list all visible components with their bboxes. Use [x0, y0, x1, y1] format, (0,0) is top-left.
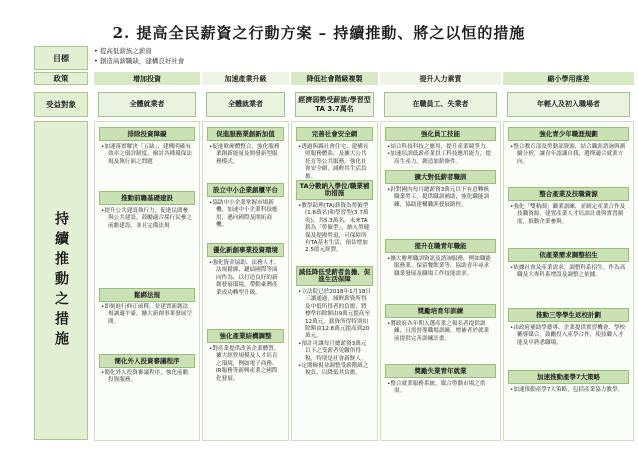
measure-title: 強化員工技能	[385, 127, 496, 141]
measure-item: • 促進軟硬體整合，強化服務業創新能量及開發新型服務模式。	[209, 144, 282, 166]
measure-text	[510, 144, 627, 166]
page-title: 2. 提高全民薪資之行動方案 – 持續推動、將之以恒的措施	[112, 24, 526, 42]
measure-item: • 加速落實解決「五缺」，建構明確有效率之環評制度，檢討各種環保法規及執行面之問題	[101, 144, 193, 166]
goal-list	[94, 46, 184, 66]
measure-title: 擴大對低薪者職訓	[385, 170, 496, 184]
measure-title: 整合產業及技職資源	[508, 187, 629, 201]
measure-item: • 簡化外人投資審議程序，強化前瞻投資服務。	[101, 370, 193, 385]
target-label: 受益對象	[34, 92, 88, 117]
measure-title: 減低降低受薪者負擔、促進生活保障	[296, 266, 373, 286]
goal-item: • 提高低薪族之薪資	[94, 46, 184, 56]
measure-text	[387, 187, 494, 209]
target-group: 經濟弱勢受薪族/學習型TA 3.7萬名	[295, 92, 374, 117]
measure-text	[209, 346, 282, 383]
measure-text	[101, 208, 193, 230]
measure-title: 簡化外人投資審議程序	[99, 354, 195, 368]
measure-item: • 整合教育部及勞動部資源，結合職涯諮詢與測驗分析，讓青年認識自我，選擇適合就業方向。	[510, 144, 627, 166]
measure-title: TA分數納入學位/職業補助措施	[296, 180, 373, 200]
measure-title: 完善社會安全網	[296, 127, 373, 141]
measure-item: • 擴大辦理職訓資訊及諮詢服務，例如職能服務業、保留餐飲業等，協助青年尋求職業發展及職場工作技能需求。	[387, 256, 494, 278]
policy-header: 加速產業升級	[202, 72, 289, 85]
policy-header: 降低社會階級複製	[291, 72, 378, 85]
measure-text	[298, 144, 371, 181]
measure-column	[202, 121, 289, 441]
measure-column	[380, 121, 501, 441]
measure-item: • 定期檢視並調整受薪階級之稅負，以降低其負擔。	[298, 363, 371, 378]
policy-header: 縮小學用落差	[503, 72, 634, 85]
measure-text	[209, 144, 282, 166]
measure-text	[387, 321, 494, 343]
measure-item: • 即刻進行修正函釋，並建置新創法規調適平臺，擴大新創事業發展空間。	[101, 304, 193, 326]
measure-text	[209, 200, 282, 230]
measure-text	[387, 256, 494, 278]
measure-item: • 強化資金協助、法務人才、法規鬆綁、鏈結國際等面向作為，以打造良好的新創發展環境，帶動臺灣產業成功轉型升級。	[209, 260, 282, 297]
measure-item: • 協助中小企業掌握市場新機，加速中小企業科技應用，邁向國際及開拓商機。	[209, 200, 282, 230]
measure-text	[101, 370, 193, 385]
measure-item: • 立法院已於2018年1月18日三讀通過，減輕薪資所得及中低所得者的負擔，將標準扣除額由9萬元提高至12萬元，薪資所得特別扣除額由12.8萬元提高到20萬元。	[298, 289, 371, 341]
measure-item: • 整合就業服務系統，媒合勞動市場之供需。	[387, 381, 494, 396]
measure-title: 排除投資障礙	[99, 127, 195, 141]
measure-column	[94, 121, 200, 441]
measure-item: • 對產業提供改善企業體質、擴大經營規模及人才培育之環境，例如電子商務、IR服務等新興產業之國際化發展。	[209, 346, 282, 383]
measure-title: 促進服務業創新加值	[207, 127, 284, 141]
measure-text	[298, 203, 371, 255]
measure-title: 依產業需求調整招生	[508, 248, 629, 262]
measure-title: 設立中小企業創櫃平台	[207, 183, 284, 197]
measure-item: • 將政府各年期入選產業之報名者提供訓練，且需督導職場訓練，增補者於就業前提供完善訓練計畫。	[387, 321, 494, 343]
measure-text	[510, 204, 627, 226]
measure-item: • 加速推動產學7大策略，包括產業協力教學。	[510, 387, 627, 394]
measure-title: 推動三等學生返校計劃	[508, 308, 629, 322]
measure-text	[510, 325, 627, 347]
measure-text	[101, 304, 193, 326]
measure-item: • 依據社會及產業需求，調整科系招生，作為高職及大專科系增設及調整之依據。	[510, 265, 627, 280]
target-group: 全體就業者	[206, 92, 285, 117]
measure-item: • 教學助理(TA)薪資為勞僱型(1.6萬名)和學習型(3.7萬名)，共5.3萬名。未來TA薪為「勞僱型」，納入勞健保及提撥勞退，可保障所有TA基本生活，預估增加2.5億元經費。	[298, 203, 371, 255]
measure-item: • 透過與縣社會住宅、建構長照服務體系、及擴大公共托育等公共服務，強化社會安全網，減輕其生活負擔。	[298, 144, 371, 181]
measures-label: 持續推動之措施	[34, 121, 88, 440]
measure-text	[387, 381, 494, 396]
measure-title: 優化新創事業投資環境	[207, 243, 284, 257]
goal-item: • 創造高薪職缺，建構良好社會	[94, 56, 184, 66]
measure-text	[101, 144, 193, 166]
target-group: 在職員工、失業者	[384, 92, 497, 117]
policy-header: 提升人力素質	[380, 72, 501, 85]
measure-item: • 由政府補助學藝專、企業提供實習機會、學校輔導媒合，鼓勵投入產學合作，使技職人才能及早熟悉職場。	[510, 325, 627, 347]
measure-title: 獎勵培育年訓練	[385, 304, 496, 318]
measure-title: 鬆綁法規	[99, 288, 195, 302]
measure-column	[291, 121, 378, 441]
measure-title: 強化產業結構調整	[207, 329, 284, 343]
target-group: 年輕人及初入職場者	[507, 92, 630, 117]
measure-title: 加速推動產學7大策略	[508, 370, 629, 384]
measure-title: 提升在職青年職能	[385, 239, 496, 253]
measure-item: • 針對國內每月總薪資3萬元以下有意轉換職業勞工，提供職訓補助，強化職能訓練，協助建構職涯發展路徑。	[387, 187, 494, 209]
measure-text	[510, 265, 627, 280]
measure-text	[510, 387, 627, 394]
measure-text	[209, 260, 282, 297]
measure-text	[298, 289, 371, 378]
measure-item: • 提升公共建設執行力，促進民間參與公共建設，鼓勵適合採行民參之前瞻建設，並且完備法規	[101, 208, 193, 230]
measure-title: 推動前瞻基礎建設	[99, 191, 195, 205]
measure-column	[503, 121, 634, 441]
policy-header: 增加投資	[94, 72, 200, 85]
measure-item: • 預計可讓每月總薪資3萬元以下之受薪者免繳所得稅，特別是社會新鮮人。	[298, 341, 371, 363]
target-group: 全體就業者	[98, 92, 196, 117]
measure-item: • 加速培訓低薪產業員工科技應用能力，提高生產力，創造加薪條件。	[387, 151, 494, 166]
measure-text	[387, 144, 494, 166]
measure-item: • 強化「雙軌制」職業訓練，並制定產業合作及技職資源，建置產業人才培訓計畫與實習制度，推動企業參與。	[510, 204, 627, 226]
measure-item: • 結合科技科技之應用，提升產業競爭力。	[387, 144, 494, 151]
goal-label: 目標	[34, 46, 88, 70]
measure-title: 強化青少年職涯規劃	[508, 127, 629, 141]
measure-title: 獎勵失業青年就業	[385, 364, 496, 378]
policy-label: 政策	[34, 72, 88, 85]
